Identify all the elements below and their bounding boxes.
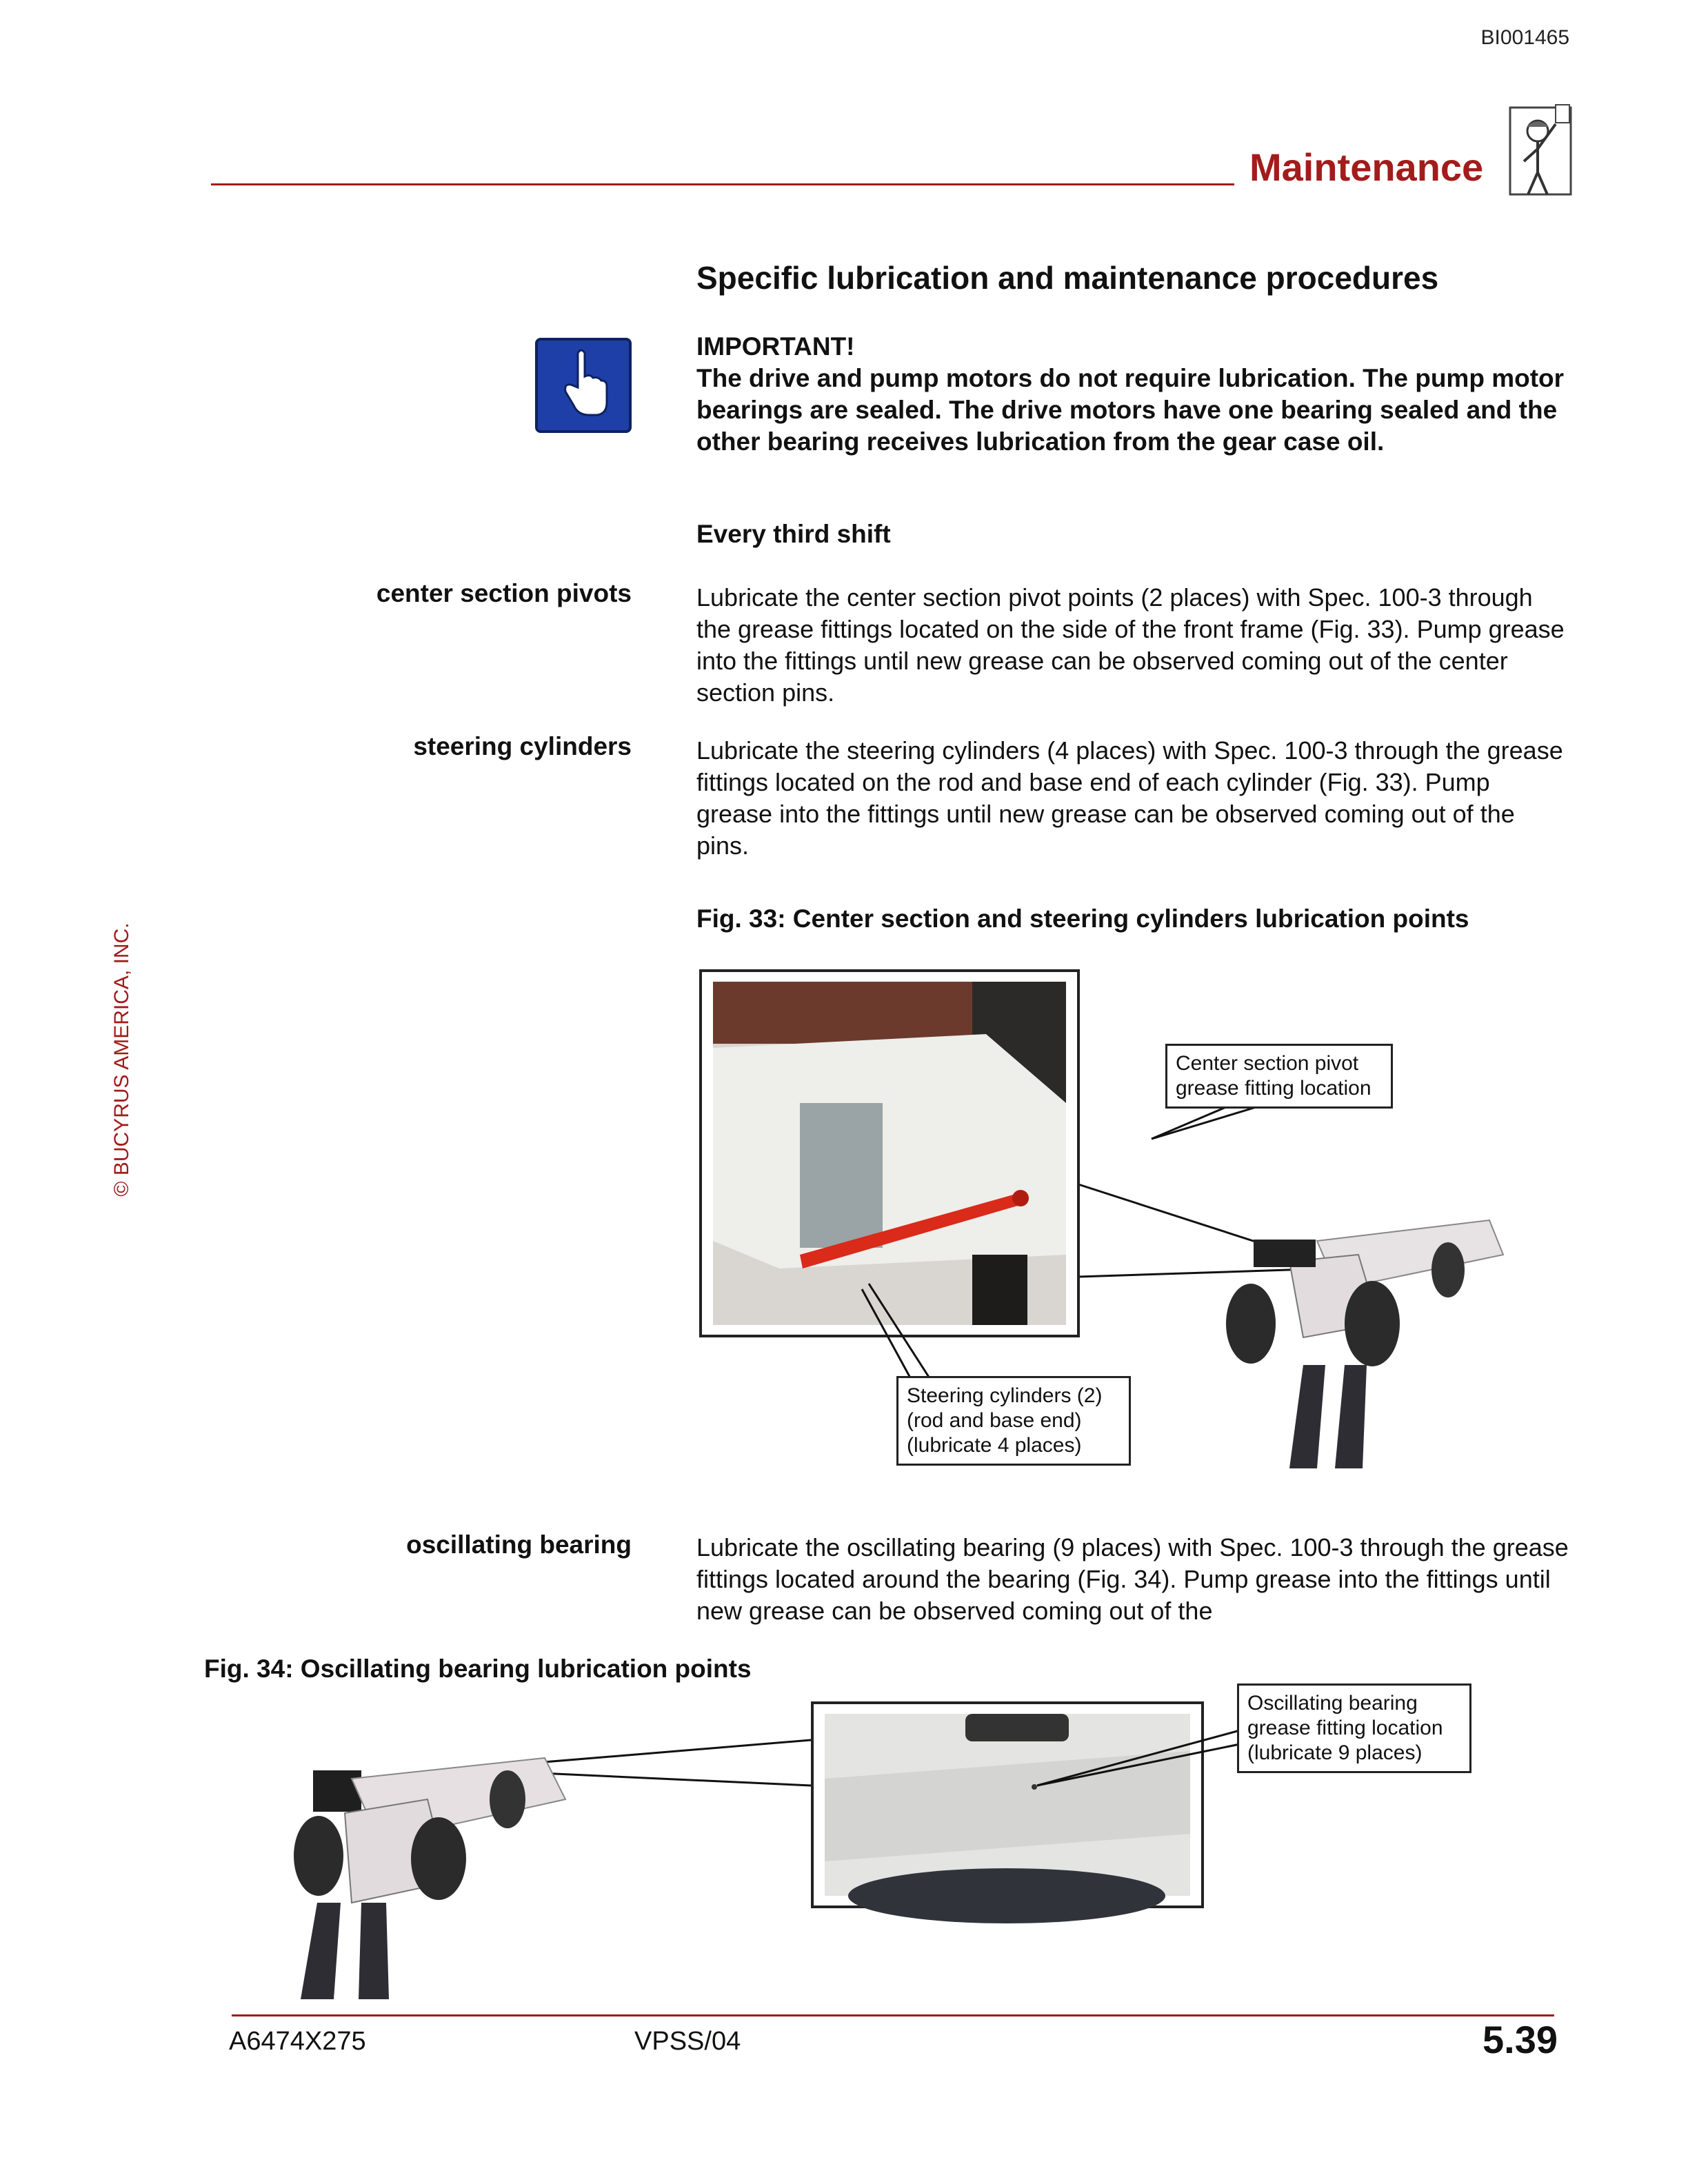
callout-oscillating-bearing	[1237, 1684, 1471, 1773]
text-center-section-pivots: Lubricate the center section pivot points (2 places) with Spec. 100-3 through the grease fittings located on the side of the front frame (Fig. 33). Pump grease into the fittings until new grease can be observed coming out of the center section pins.	[696, 583, 1565, 707]
page-heading: Specific lubrication and maintenance procedures	[696, 260, 1439, 296]
callout-line: (lubricate 4 places)	[907, 1434, 1082, 1457]
label-steering-cylinders: steering cylinders	[413, 732, 632, 760]
callout-line: grease fitting location	[1176, 1077, 1372, 1100]
important-notice	[696, 331, 1572, 458]
callout-line: (lubricate 9 places)	[1247, 1741, 1423, 1764]
page-number: 5.39	[1483, 2018, 1558, 2061]
document-id: BI001465	[1480, 26, 1569, 49]
text-steering-cylinders: Lubricate the steering cylinders (4 places) with Spec. 100-3 through the grease fittings located on the rod and base end of each cylinder (Fig. 33). Pump grease into the fittings until new grease can be observed coming out of the pins.	[696, 736, 1563, 860]
footer-revision: VPSS/04	[634, 2027, 741, 2056]
copyright-notice: © BUCYRUS AMERICA, INC.	[110, 922, 133, 1197]
oscillating-bearing-photo	[825, 1714, 1190, 1923]
callout-line: grease fitting location	[1247, 1717, 1443, 1739]
footer-document-number: A6474X275	[229, 2027, 366, 2056]
interval-heading: Every third shift	[696, 520, 891, 548]
callout-line: Steering cylinders (2)	[907, 1384, 1103, 1407]
center-section-photo	[713, 982, 1066, 1325]
figure-34-caption: Fig. 34: Oscillating bearing lubrication points	[204, 1655, 752, 1683]
callout-center-section-pivot	[1165, 1044, 1393, 1109]
section-title: Maintenance	[1249, 145, 1484, 189]
callout-line: (rod and base end)	[907, 1409, 1082, 1432]
roof-bolter-machine-drawing	[1226, 1220, 1503, 1468]
header-rule	[211, 183, 1234, 185]
maintenance-worker-icon	[1507, 103, 1574, 200]
callout-steering-cylinders	[896, 1376, 1131, 1466]
label-oscillating-bearing: oscillating bearing	[406, 1530, 632, 1559]
text-oscillating-bearing: Lubricate the oscillating bearing (9 places) with Spec. 100-3 through the grease fittings located around the bearing (Fig. 34). Pump grease into the fittings until new grease can be observed coming out of the	[696, 1533, 1569, 1625]
label-center-section-pivots: center section pivots	[376, 579, 632, 607]
roof-bolter-machine-drawing	[294, 1758, 565, 1999]
important-text: The drive and pump motors do not require lubrication. The pump motor bearings are sealed. The drive motors have one bearing sealed and the other bearing receives lubrication from the gear case oil.	[696, 364, 1565, 456]
pointing-hand-icon	[535, 338, 632, 433]
callout-line: Oscillating bearing	[1247, 1692, 1418, 1715]
important-title: IMPORTANT!	[696, 332, 855, 361]
callout-line: Center section pivot	[1176, 1052, 1359, 1075]
figure-33-caption: Fig. 33: Center section and steering cylinders lubrication points	[696, 904, 1469, 933]
footer-rule	[232, 2014, 1554, 2016]
